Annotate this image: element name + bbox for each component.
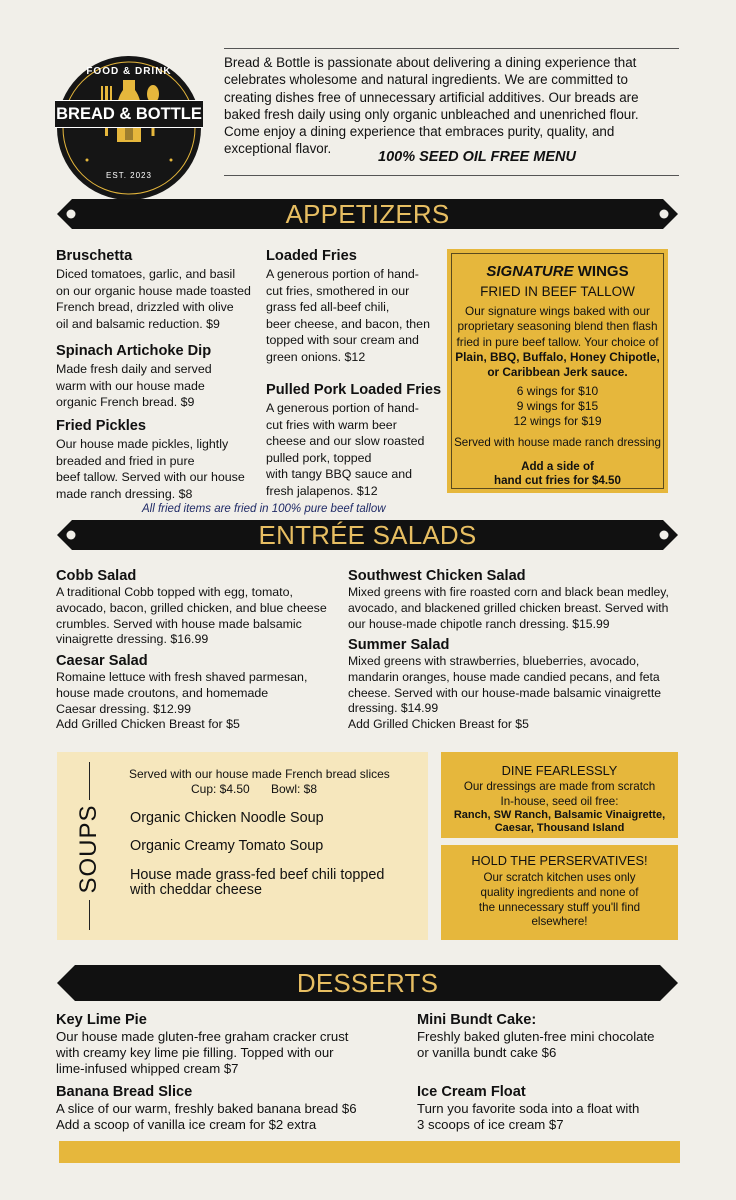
text-line: In-house, seed oil free:: [500, 794, 619, 808]
menu-item: [417, 1012, 687, 1061]
desc-line: with creamy key lime pie filling. Topped with our: [56, 1045, 334, 1060]
item-description: [56, 361, 261, 411]
menu-item: [56, 248, 256, 332]
soups-rule-top: [89, 762, 90, 800]
wings-side: [447, 460, 668, 488]
intro-line: baked fresh daily using only organic unbleached and unenriched flour.: [224, 106, 639, 122]
preservatives-title: HOLD THE PERSERVATIVES!: [471, 853, 648, 868]
item-name: Cobb Salad: [56, 568, 137, 584]
wings-description: [447, 304, 668, 380]
wings-price: 12 wings for $19: [513, 414, 602, 428]
desc-line: Diced tomatoes, garlic, and basil: [56, 267, 236, 281]
item-name: Pulled Pork Loaded Fries: [266, 382, 442, 398]
menu-item: [348, 568, 683, 632]
desc-line: organic French bread. $9: [56, 395, 195, 409]
desc-line: beef tallow. Served with our house: [56, 470, 245, 484]
desc-line: Our signature wings baked with our: [465, 304, 650, 318]
wings-prices: [447, 384, 668, 429]
desc-line: Turn you favorite soda into a float with: [417, 1101, 640, 1116]
desserts-banner: [57, 965, 678, 1001]
desc-line: lime-infused whipped cream $7: [56, 1061, 239, 1076]
item-description: [56, 1029, 411, 1077]
desc-line: cut fries, smothered in our: [266, 283, 410, 298]
logo-name: BREAD & BOTTLE: [55, 100, 203, 128]
item-description: [56, 585, 346, 648]
desc-line: green onions. $12: [266, 349, 366, 364]
appetizers-title: APPETIZERS: [285, 199, 450, 229]
desc-line: Our house made pickles, lightly: [56, 437, 229, 451]
desc-line: fried in pure beef tallow. Your choice of: [456, 334, 659, 349]
intro-line: celebrates wholesome and natural ingredients. We are committed to: [224, 72, 628, 88]
desc-line: Mixed greens with strawberries, blueberries, avocado,: [348, 654, 640, 668]
desc-line: mandarin oranges, house made candied pecans, and feta: [348, 669, 660, 684]
item-name: Banana Bread Slice: [56, 1084, 193, 1100]
item-name: Key Lime Pie: [56, 1012, 147, 1028]
desc-line: French bread, drizzled with olive: [56, 300, 234, 314]
menu-item: [56, 568, 346, 648]
menu-item: [417, 1084, 687, 1133]
dine-fearlessly-box: [441, 752, 678, 838]
item-name: Southwest Chicken Salad: [348, 568, 526, 584]
item-description: [56, 266, 256, 332]
text-line: Our scratch kitchen uses only: [483, 871, 636, 884]
desserts-title: DESSERTS: [296, 968, 439, 998]
desc-line: Caesar dressing. $12.99: [56, 701, 192, 716]
wings-price: 6 wings for $10: [516, 384, 599, 398]
item-name: Bruschetta: [56, 248, 133, 264]
text-line: Our dressings are made from scratch: [463, 780, 656, 793]
desc-line: grass fed all-beef chili,: [266, 300, 390, 314]
intro-top-rule: [224, 48, 679, 49]
dine-fearlessly-title: DINE FEARLESSLY: [501, 763, 618, 778]
wings-subtitle: FRIED IN BEEF TALLOW: [480, 284, 635, 299]
menu-item: [56, 343, 261, 411]
appetizers-banner: [57, 199, 678, 229]
desc-line: Our house made gluten-free graham cracker crust: [56, 1029, 349, 1044]
desc-line: proprietary seasoning blend then flash: [457, 319, 658, 334]
desc-line: Made fresh daily and served: [56, 362, 212, 376]
item-description: [348, 654, 683, 733]
desc-line: on our organic house made toasted: [56, 283, 251, 298]
side-line: hand cut fries for $4.50: [494, 474, 621, 487]
intro-line: exceptional flavor.: [224, 141, 332, 157]
desc-line: avocado, bacon, grilled chicken, and blue cheese: [56, 600, 327, 615]
desc-line: pulled pork, topped: [266, 450, 372, 465]
dressing-list: [441, 809, 678, 835]
wings-title: [447, 263, 668, 280]
item-name: Loaded Fries: [266, 248, 357, 264]
desc-line: 3 scoops of ice cream $7: [417, 1117, 564, 1132]
soups-rule-bottom: [89, 900, 90, 930]
soups-served: Served with our house made French bread slices: [129, 767, 390, 781]
desc-line: cheese. Served with our house-made balsamic vinaigrette: [348, 685, 661, 700]
desc-line: house made croutons, and homemade: [56, 685, 269, 700]
desc-line: topped with sour cream and: [266, 333, 419, 347]
intro-line: Come enjoy a dining experience that embraces purity, quality, and: [224, 124, 615, 140]
item-description: [56, 436, 261, 502]
desc-line: A generous portion of hand-: [266, 267, 419, 281]
logo: [57, 56, 201, 200]
item-description: [417, 1101, 687, 1133]
desc-line: or vanilla bundt cake $6: [417, 1045, 557, 1060]
wings-sauce-line: or Caribbean Jerk sauce.: [487, 365, 628, 380]
desc-line: dressing. $14.99: [348, 701, 439, 716]
desc-line: oil and balsamic reduction. $9: [56, 316, 220, 331]
soups-cup-price: Cup: $4.50: [191, 782, 250, 796]
side-line: Add a side of: [521, 460, 594, 473]
menu-item: [56, 1084, 411, 1133]
item-description: [266, 400, 446, 499]
signature-wings-box: [447, 249, 668, 493]
desc-line: our house-made chipotle ranch dressing. $15.99: [348, 616, 610, 631]
menu-item: [266, 248, 441, 365]
intro-text: [224, 54, 684, 158]
menu-item: [56, 1012, 411, 1077]
wings-title-rest: WINGS: [573, 263, 629, 280]
desc-line: Add Grilled Chicken Breast for $5: [56, 717, 240, 732]
soups-box: [57, 752, 428, 940]
desc-line: vinaigrette dressing. $16.99: [56, 632, 209, 647]
soups-label: SOUPS: [75, 804, 102, 894]
menu-item: [348, 637, 683, 733]
item-name: Caesar Salad: [56, 653, 148, 669]
item-description: [56, 670, 346, 733]
footer-bar: [59, 1141, 680, 1163]
salads-title: ENTRÉE SALADS: [258, 520, 477, 550]
wings-title-italic: SIGNATURE: [486, 263, 574, 280]
seed-oil-free-tagline: 100% SEED OIL FREE MENU: [378, 149, 576, 165]
desc-line: beer cheese, and bacon, then: [266, 316, 430, 331]
desc-line: A generous portion of hand-: [266, 401, 419, 415]
soup-item: [130, 868, 384, 898]
logo-top-text: FOOD & DRINK: [86, 66, 172, 77]
dine-fearlessly-text: [441, 780, 678, 810]
preservatives-box: [441, 845, 678, 940]
desc-line: A traditional Cobb topped with egg, tomato,: [56, 585, 293, 599]
soup-item: Organic Creamy Tomato Soup: [130, 838, 324, 854]
item-name: Summer Salad: [348, 637, 450, 653]
desc-line: A slice of our warm, freshly baked banana bread $6: [56, 1101, 357, 1116]
wings-sauce-line: Plain, BBQ, Buffalo, Honey Chipotle,: [455, 349, 660, 364]
intro-bottom-rule: [224, 175, 679, 176]
soup-item-line: with cheddar cheese: [130, 882, 262, 898]
wings-price: 9 wings for $15: [516, 399, 599, 413]
menu-item: [56, 418, 261, 502]
menu-item: [266, 382, 446, 499]
dressing-line: Caesar, Thousand Island: [494, 822, 625, 834]
item-name: Mini Bundt Cake:: [417, 1012, 537, 1028]
desc-line: breaded and fried in pure: [56, 453, 195, 468]
logo-est: EST. 2023: [106, 171, 152, 180]
text-line: the unnecessary stuff you'll find: [478, 900, 641, 914]
desc-line: Add a scoop of vanilla ice cream for $2 extra: [56, 1117, 317, 1132]
desc-line: Freshly baked gluten-free mini chocolate: [417, 1029, 655, 1044]
menu-item: [56, 653, 346, 733]
desc-line: with tangy BBQ sauce and: [266, 467, 413, 481]
text-line: elsewhere!: [531, 915, 588, 929]
intro-line: Bread & Bottle is passionate about delivering a dining experience that: [224, 55, 637, 70]
desc-line: made ranch dressing. $8: [56, 486, 193, 501]
desc-line: Add Grilled Chicken Breast for $5: [348, 717, 529, 732]
desc-line: fresh jalapenos. $12: [266, 483, 378, 498]
item-name: Ice Cream Float: [417, 1084, 526, 1100]
salads-banner: [57, 520, 678, 550]
desc-line: avocado, and blackened grilled chicken breast. Served with: [348, 600, 669, 615]
item-description: [56, 1101, 411, 1133]
text-line: quality ingredients and none of: [480, 885, 639, 899]
item-description: [348, 585, 683, 632]
desc-line: Mixed greens with fire roasted corn and black bean medley,: [348, 585, 669, 599]
desc-line: Romaine lettuce with fresh shaved parmesan,: [56, 670, 308, 684]
soup-item-line: House made grass-fed beef chili topped: [130, 867, 385, 883]
soups-bowl-price: Bowl: $8: [271, 782, 318, 796]
item-name: Fried Pickles: [56, 418, 147, 434]
desc-line: cheese and our slow roasted: [266, 434, 425, 448]
intro-line: creating dishes free of unnecessary artificial additives. Our breads are: [224, 89, 639, 105]
preservatives-text: [441, 871, 678, 930]
item-name: Spinach Artichoke Dip: [56, 343, 212, 359]
wings-served: Served with house made ranch dressing: [454, 436, 661, 449]
item-description: [417, 1029, 687, 1061]
desc-line: crumbles. Served with house made balsamic: [56, 616, 302, 631]
fried-items-note: All fried items are fried in 100% pure beef tallow: [142, 503, 386, 515]
soup-item: Organic Chicken Noodle Soup: [130, 810, 324, 826]
desc-line: cut fries with warm beer: [266, 417, 397, 432]
desc-line: warm with our house made: [56, 378, 205, 393]
item-description: [266, 266, 441, 365]
dressing-line: Ranch, SW Ranch, Balsamic Vinaigrette,: [453, 809, 666, 821]
